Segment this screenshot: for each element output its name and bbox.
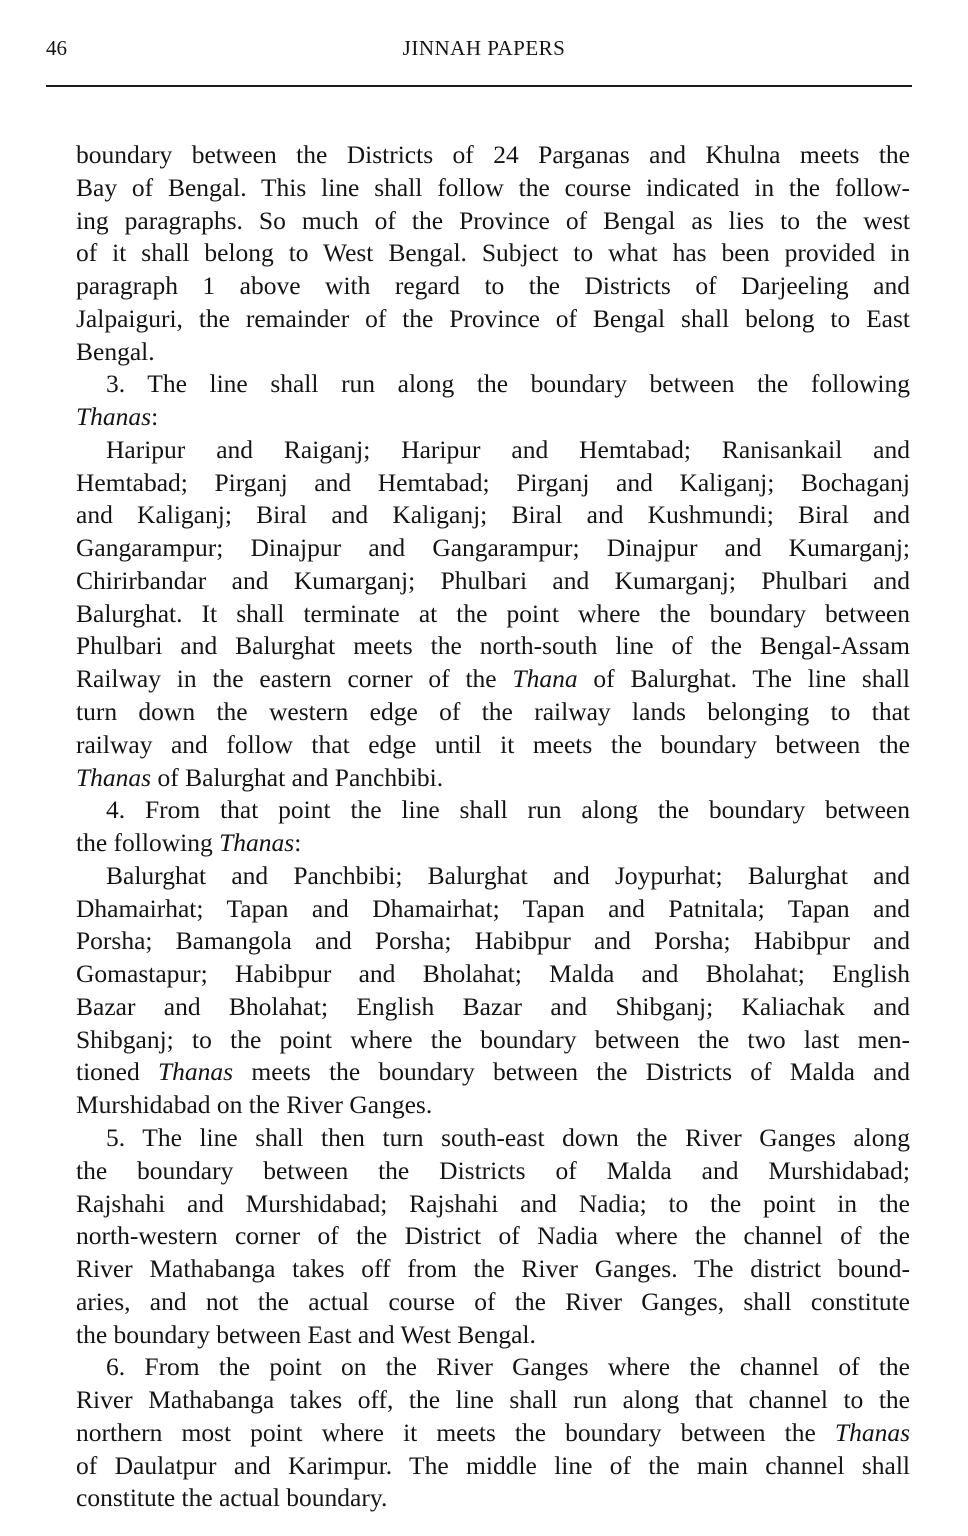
text-line xyxy=(76,270,910,303)
text-line xyxy=(76,794,910,827)
text-segment: : xyxy=(294,828,302,858)
text-line xyxy=(76,532,910,565)
text-line xyxy=(76,925,910,958)
italic-term: Thanas xyxy=(834,1417,910,1447)
text-line xyxy=(76,1417,910,1450)
italic-term: Thanas xyxy=(219,828,295,858)
text-segment: paragraph 1 above with regard to the Districts of Darjeeling and xyxy=(76,271,910,301)
running-title-text: JINNAH PAPERS xyxy=(402,36,566,60)
text-segment: Murshidabad on the River Ganges. xyxy=(76,1090,433,1120)
text-line xyxy=(76,663,910,696)
text-segment: River Mathabanga takes off, the line shall run along that channel to the xyxy=(76,1385,910,1415)
text-line xyxy=(76,1155,910,1188)
text-segment: Porsha; Bamangola and Porsha; Habibpur and Porsha; Habibpur and xyxy=(76,926,910,956)
text-line xyxy=(76,205,910,238)
text-segment: Jalpaiguri, the remainder of the Province of Bengal shall belong to East xyxy=(76,303,910,333)
text-segment: Chirirbandar and Kumarganj; Phulbari and Kumarganj; Phulbari and xyxy=(76,565,910,595)
header-rule xyxy=(46,85,912,87)
italic-term: Thanas xyxy=(158,1057,234,1087)
text-line xyxy=(76,729,910,762)
text-line xyxy=(76,958,910,991)
text-segment: Hemtabad; Pirganj and Hemtabad; Pirganj and Kaliganj; Bochaganj xyxy=(76,467,910,497)
text-line xyxy=(76,336,910,369)
text-segment: and Kaliganj; Biral and Kaliganj; Biral and Kushmundi; Biral and xyxy=(76,500,910,530)
text-segment: River Mathabanga takes off from the River Ganges. The district bound- xyxy=(76,1254,910,1284)
text-segment: Gangarampur; Dinajpur and Gangarampur; Dinajpur and Kumarganj; xyxy=(76,533,910,563)
text-line xyxy=(76,762,910,795)
running-title xyxy=(0,36,968,61)
text-segment: of it shall belong to West Bengal. Subject to what has been provided in xyxy=(76,238,910,268)
text-line xyxy=(76,1056,910,1089)
text-line xyxy=(76,303,910,336)
text-line xyxy=(76,467,910,500)
text-line xyxy=(76,172,910,205)
text-line xyxy=(76,139,910,172)
text-segment: of Daulatpur and Karimpur. The middle line of the main channel shall xyxy=(76,1450,910,1480)
text-line xyxy=(76,237,910,270)
italic-term: Thana xyxy=(512,664,578,694)
text-line xyxy=(76,630,910,663)
text-line xyxy=(76,1024,910,1057)
text-segment: Bay of Bengal. This line shall follow the course indicated in the follow- xyxy=(76,172,910,202)
text-line xyxy=(76,1122,910,1155)
text-line xyxy=(76,860,910,893)
text-segment: Phulbari and Balurghat meets the north-south line of the Bengal-Assam xyxy=(76,631,910,661)
text-line xyxy=(76,1089,910,1122)
text-segment: ing paragraphs. So much of the Province of Bengal as lies to the west xyxy=(76,205,910,235)
text-line xyxy=(76,1319,910,1352)
text-line xyxy=(76,401,910,434)
text-segment: boundary between the Districts of 24 Parganas and Khulna meets the xyxy=(76,140,910,169)
text-segment: north-western corner of the District of Nadia where the channel of the xyxy=(76,1221,910,1251)
text-segment: the boundary between the Districts of Malda and Murshidabad; xyxy=(76,1155,910,1185)
text-segment: 3. The line shall run along the boundary between the following xyxy=(106,369,910,399)
text-line xyxy=(76,598,910,631)
text-line xyxy=(76,991,910,1024)
text-segment: tioned xyxy=(76,1057,158,1087)
text-segment: of Balurghat. The line shall xyxy=(577,664,910,694)
text-line xyxy=(76,1253,910,1286)
text-segment: Haripur and Raiganj; Haripur and Hemtabad; Ranisankail and xyxy=(106,434,910,464)
text-segment: 5. The line shall then turn south-east down the River Ganges along xyxy=(106,1122,910,1152)
text-segment: Bazar and Bholahat; English Bazar and Shibganj; Kaliachak and xyxy=(76,991,910,1021)
text-segment: Gomastapur; Habibpur and Bholahat; Malda and Bholahat; English xyxy=(76,959,910,989)
text-segment: : xyxy=(151,402,159,432)
text-segment: Rajshahi and Murshidabad; Rajshahi and Nadia; to the point in the xyxy=(76,1188,910,1218)
text-segment: of Balurghat and Panchbibi. xyxy=(151,762,444,792)
text-segment: railway and follow that edge until it meets the boundary between the xyxy=(76,729,910,759)
text-line xyxy=(76,1384,910,1417)
text-line xyxy=(76,827,910,860)
text-segment: Balurghat and Panchbibi; Balurghat and Joypurhat; Balurghat and xyxy=(106,860,910,890)
text-segment: Shibganj; to the point where the boundary between the two last men- xyxy=(76,1024,910,1054)
body-text xyxy=(76,139,910,1515)
text-segment: 6. From the point on the River Ganges where the channel of the xyxy=(106,1352,910,1382)
text-line xyxy=(76,565,910,598)
text-segment: Balurghat. It shall terminate at the point where the boundary between xyxy=(76,598,910,628)
text-line xyxy=(76,434,910,467)
text-line xyxy=(76,696,910,729)
text-line xyxy=(76,893,910,926)
text-line xyxy=(76,1220,910,1253)
italic-term: Thanas xyxy=(76,762,152,792)
text-line xyxy=(76,499,910,532)
text-segment: turn down the western edge of the railway lands belonging to that xyxy=(76,697,910,727)
text-segment: the boundary between East and West Bengal. xyxy=(76,1319,536,1349)
text-segment: 4. From that point the line shall run along the boundary between xyxy=(106,795,910,825)
text-segment: northern most point where it meets the boundary between the xyxy=(76,1417,835,1447)
text-line xyxy=(76,1286,910,1319)
text-segment: Bengal. xyxy=(76,336,155,366)
text-line xyxy=(76,1482,910,1515)
page-number: 46 xyxy=(46,36,67,60)
text-segment: aries, and not the actual course of the River Ganges, shall constitute xyxy=(76,1286,910,1316)
text-line xyxy=(76,1188,910,1221)
text-line xyxy=(76,368,910,401)
italic-term: Thanas xyxy=(76,402,152,432)
text-segment: constitute the actual boundary. xyxy=(76,1483,388,1513)
text-segment: the following xyxy=(76,828,220,858)
text-segment: Railway in the eastern corner of the xyxy=(76,664,513,694)
text-segment: Dhamairhat; Tapan and Dhamairhat; Tapan and Patnitala; Tapan and xyxy=(76,893,910,923)
text-segment: meets the boundary between the Districts of Malda and xyxy=(233,1057,910,1087)
text-line xyxy=(76,1450,910,1483)
text-line xyxy=(76,1351,910,1384)
